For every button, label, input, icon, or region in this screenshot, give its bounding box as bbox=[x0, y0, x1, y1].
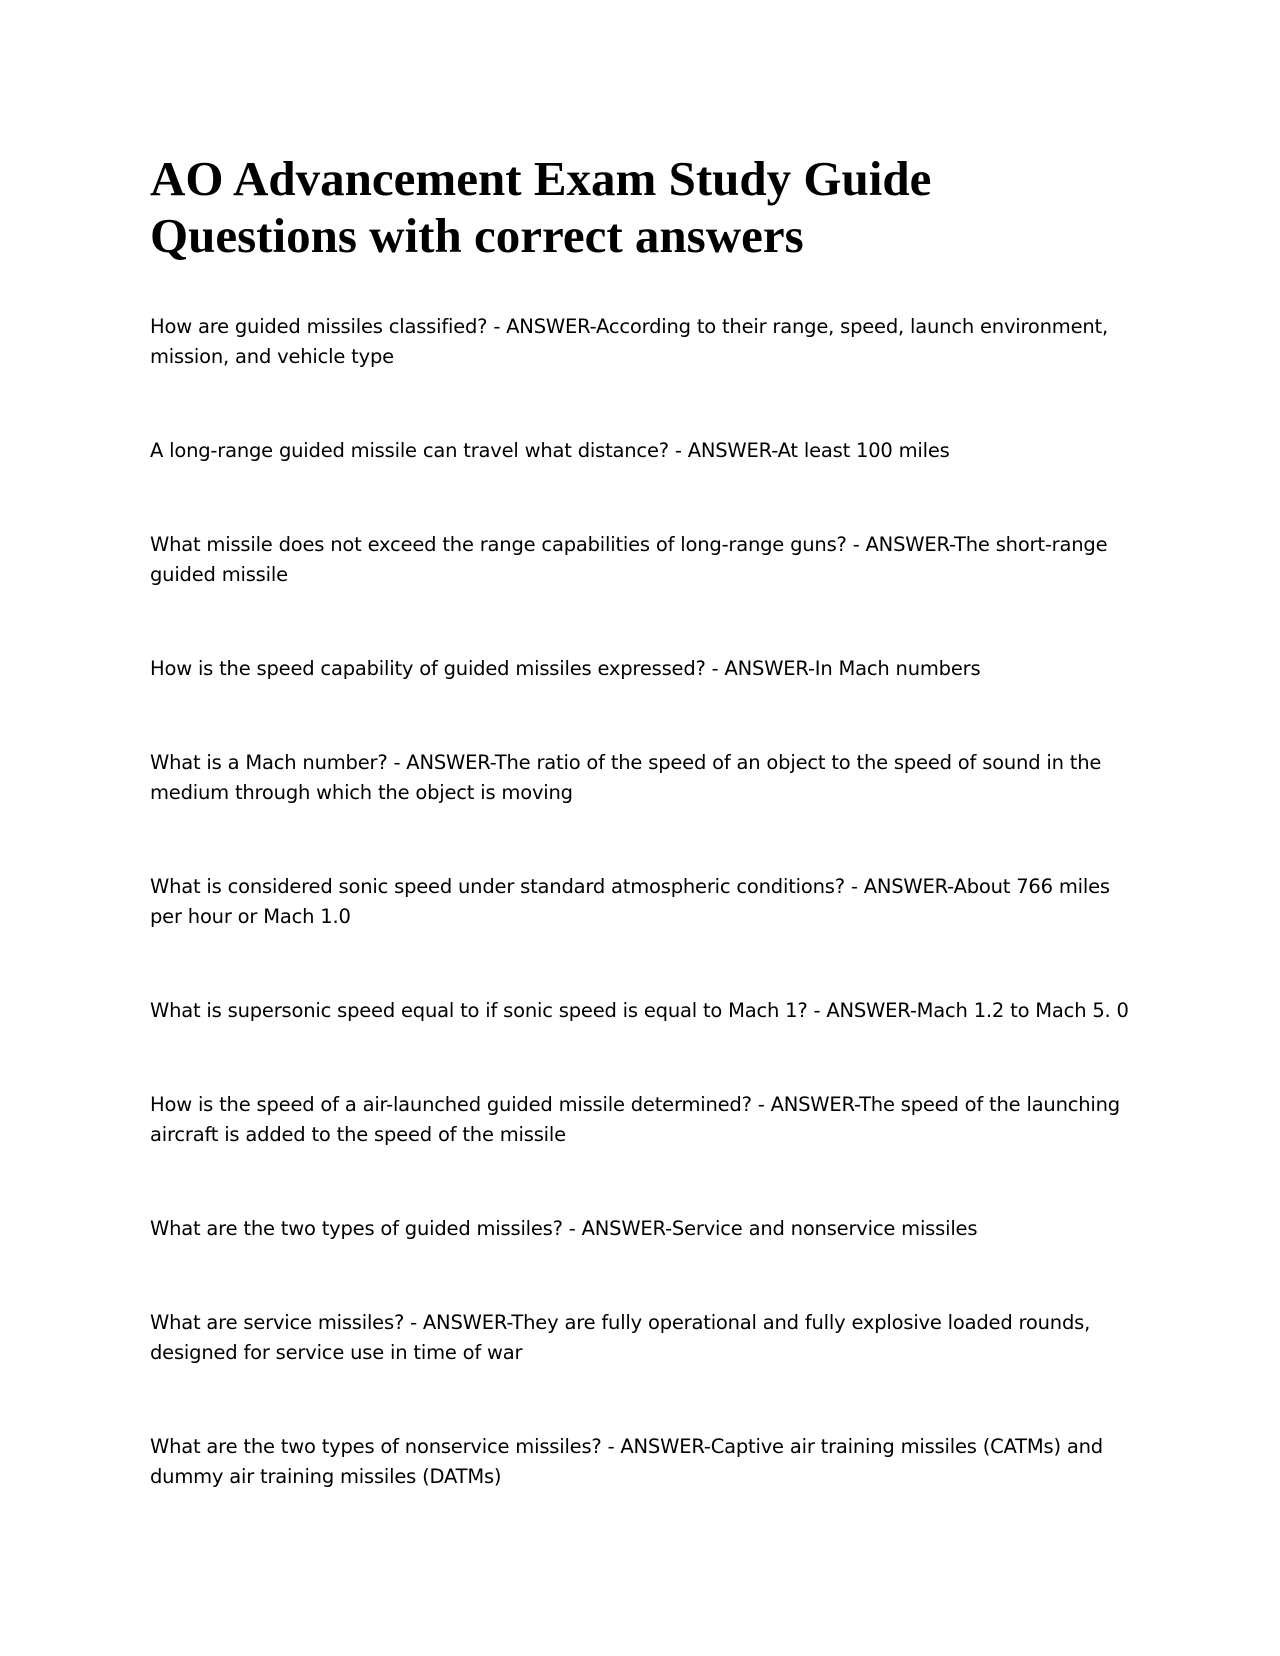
qa-item-5: What is a Mach number? - ANSWER-The ratio of the speed of an object to the speed of sound in the medium through which the object is moving bbox=[150, 751, 1102, 804]
title-line-2: Questions with correct answers bbox=[150, 208, 804, 263]
qa-item-2: A long-range guided missile can travel what distance? - ANSWER-At least 100 miles bbox=[150, 439, 950, 462]
qa-item-11: What are the two types of nonservice missiles? - ANSWER-Captive air training missiles (CATMs) and dummy air training missiles (DATMs) bbox=[150, 1435, 1103, 1488]
qa-item-1: How are guided missiles classified? - ANSWER-According to their range, speed, launch environment, mission, and vehicle type bbox=[150, 315, 1108, 368]
qa-item-8: How is the speed of a air-launched guided missile determined? - ANSWER-The speed of the launching aircraft is added to the speed of the missile bbox=[150, 1093, 1120, 1146]
qa-item-9: What are the two types of guided missiles? - ANSWER-Service and nonservice missiles bbox=[150, 1217, 978, 1240]
document-title bbox=[150, 150, 1150, 264]
title-line-1: AO Advancement Exam Study Guide bbox=[150, 151, 932, 206]
qa-item-4: How is the speed capability of guided missiles expressed? - ANSWER-In Mach numbers bbox=[150, 657, 981, 680]
qa-item-7: What is supersonic speed equal to if sonic speed is equal to Mach 1? - ANSWER-Mach 1.2 to Mach 5. 0 bbox=[150, 999, 1129, 1022]
qa-item-10: What are service missiles? - ANSWER-They are fully operational and fully explosive loaded rounds, designed for service use in time of war bbox=[150, 1311, 1091, 1364]
qa-item-6: What is considered sonic speed under standard atmospheric conditions? - ANSWER-About 766 miles per hour or Mach 1.0 bbox=[150, 875, 1110, 928]
qa-item-3: What missile does not exceed the range capabilities of long-range guns? - ANSWER-The short-range guided missile bbox=[150, 533, 1108, 586]
